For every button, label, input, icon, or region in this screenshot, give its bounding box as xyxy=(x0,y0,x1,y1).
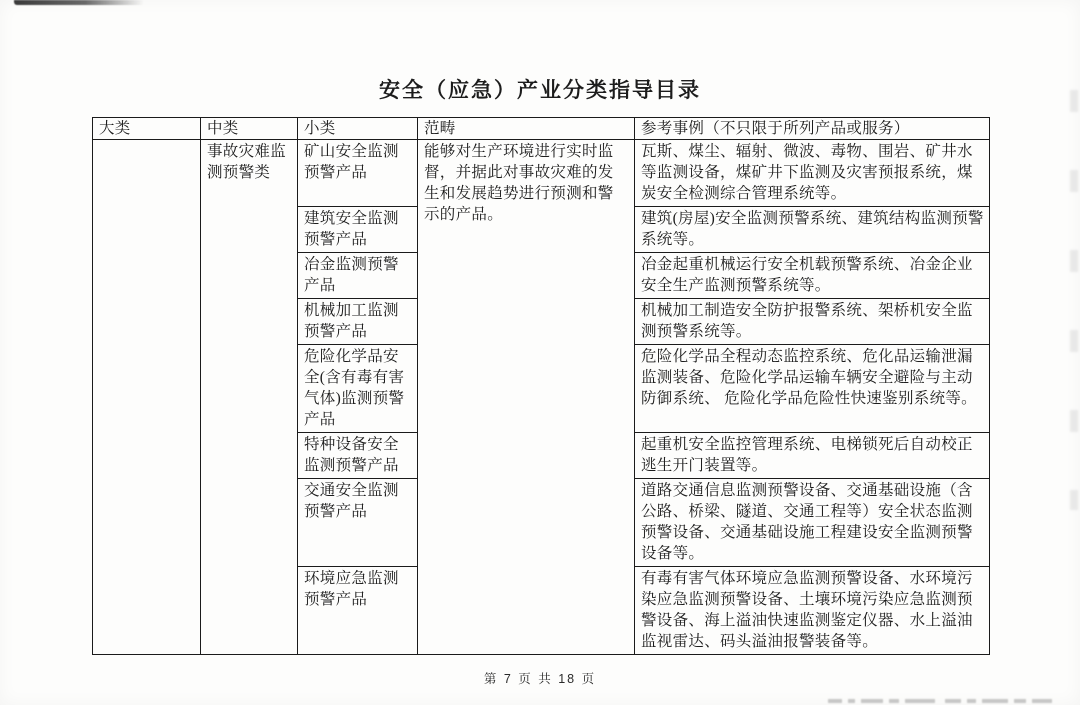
examples-cell: 机械加工制造安全防护报警系统、架桥机安全监测预警系统等。 xyxy=(635,299,990,345)
examples-cell: 建筑(房屋)安全监测预警系统、建筑结构监测预警系统等。 xyxy=(635,207,990,253)
sub-category-cell: 建筑安全监测预警产品 xyxy=(298,207,418,253)
sub-category-cell: 环境应急监测预警产品 xyxy=(298,567,418,655)
page-number-indicator: 第 7 页 共 18 页 xyxy=(483,672,597,686)
sub-category-cell: 交通安全监测预警产品 xyxy=(298,479,418,567)
sub-category-cell: 冶金监测预警产品 xyxy=(298,253,418,299)
sub-category-cell: 机械加工监测预警产品 xyxy=(298,299,418,345)
examples-cell: 危险化学品全程动态监控系统、危化品运输泄漏监测装备、危险化学品运输车辆安全避险与主动防御系统、 危险化学品危险性快速鉴别系统等。 xyxy=(635,345,990,433)
header-examples: 参考事例（不只限于所列产品或服务） xyxy=(635,118,990,140)
scope-cell: 能够对生产环境进行实时监督，并据此对事故灾难的发生和发展趋势进行预测和警示的产品。 xyxy=(418,140,635,655)
examples-cell: 冶金起重机械运行安全机载预警系统、冶金企业安全生产监测预警系统等。 xyxy=(635,253,990,299)
table-header-row xyxy=(93,118,990,140)
examples-cell: 瓦斯、煤尘、辐射、微波、毒物、围岩、矿井水等监测设备，煤矿井下监测及灾害预报系统，煤炭安全检测综合管理系统等。 xyxy=(635,140,990,207)
major-category-cell xyxy=(93,140,201,655)
examples-cell: 有毒有害气体环境应急监测预警设备、水环境污染应急监测预警设备、土壤环境污染应急监测预警设备、海上溢油快速监测鉴定仪器、水上溢油监视雷达、码头溢油报警装备等。 xyxy=(635,567,990,655)
scan-artifact-bottom-right xyxy=(825,694,1080,705)
header-middle-category: 中类 xyxy=(201,118,298,140)
sub-category-cell: 特种设备安全监测预警产品 xyxy=(298,433,418,479)
classification-table xyxy=(92,117,990,655)
page-title: 安全（应急）产业分类指导目录 xyxy=(379,78,701,102)
examples-cell: 起重机安全监控管理系统、电梯锁死后自动校正逃生开门装置等。 xyxy=(635,433,990,479)
examples-cell: 道路交通信息监测预警设备、交通基础设施（含公路、桥梁、隧道、交通工程等）安全状态监测预警设备、交通基础设施工程建设安全监测预警设备等。 xyxy=(635,479,990,567)
table-row xyxy=(93,140,990,207)
scan-artifact-top-left xyxy=(14,0,144,5)
sub-category-cell: 危险化学品安全(含有毒有害气体)监测预警产品 xyxy=(298,345,418,433)
header-sub-category: 小类 xyxy=(298,118,418,140)
sub-category-cell: 矿山安全监测预警产品 xyxy=(298,140,418,207)
header-scope: 范畴 xyxy=(418,118,635,140)
header-major-category: 大类 xyxy=(93,118,201,140)
middle-category-cell: 事故灾难监测预警类 xyxy=(201,140,298,655)
scan-artifact-right-edge xyxy=(1070,90,1078,510)
